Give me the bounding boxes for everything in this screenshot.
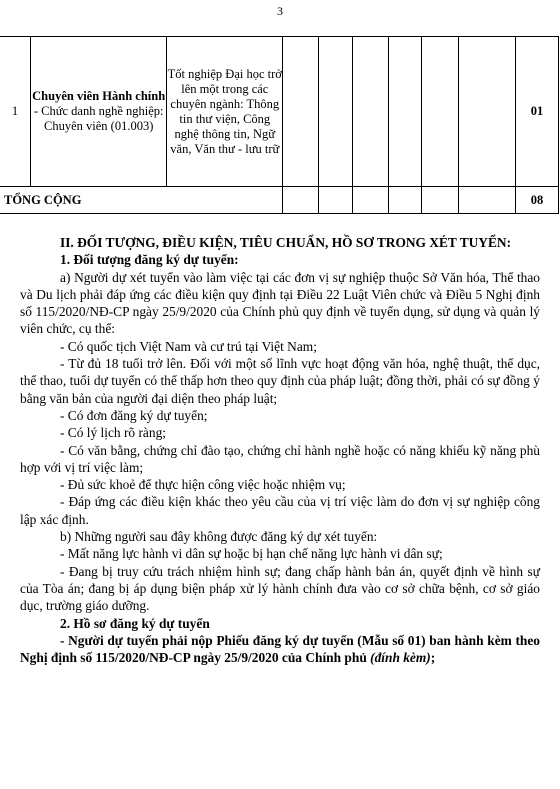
list-item: - Có đơn đăng ký dự tuyển; [60,407,208,423]
subsection-heading-1: 1. Đối tượng đăng ký dự tuyển: [60,252,239,268]
total-label: TỔNG CỘNG [0,187,283,214]
list-item: - Có văn bằng, chứng chỉ đào tạo, chứng chỉ hành nghề hoặc có năng khiếu kỹ năng phù hợp với vị trí việc làm; [20,442,540,475]
recruitment-table [0,36,559,214]
body-text [20,234,540,666]
table-row [0,37,559,187]
requirement-cell: Tốt nghiệp Đại học trở lên một trong các chuyên ngành: Thông tin thư viện, Công nghệ thông tin, Ngữ văn, Văn thư - lưu trữ [167,37,283,187]
empty-cell [318,37,352,187]
attached-note: (đính kèm) [370,650,431,666]
paragraph-c-end: ; [430,650,436,666]
total-quantity: 08 [516,187,559,214]
row-index: 1 [0,37,30,187]
empty-cell [318,187,352,214]
list-item: - Từ đủ 18 tuổi trở lên. Đối với một số lĩnh vực hoạt động văn hóa, nghệ thuật, thể dục, thể thao, tuổi dự tuyển có thể thấp hơn theo quy định của pháp luật; đồng thời, phải có sự đồng ý bằng văn bản của người đại diện theo pháp luật; [20,356,540,406]
position-subtitle: - Chức danh nghề nghiệp: Chuyên viên (01.003) [33,104,164,133]
position-cell [30,37,167,187]
empty-cell [422,187,459,214]
paragraph-c-text: - Người dự tuyển phải nộp Phiếu đăng ký dự tuyển (Mẫu số 01) ban hành kèm theo Nghị định số 115/2020/NĐ-CP ngày 25/9/2020 của Chính phủ [20,632,540,666]
quantity-cell: 01 [516,37,559,187]
subsection-heading-2: 2. Hồ sơ đăng ký dự tuyển [60,615,210,631]
empty-cell [422,37,459,187]
empty-cell [388,37,422,187]
list-item: - Mất năng lực hành vi dân sự hoặc bị hạn chế năng lực hành vi dân sự; [60,546,443,562]
paragraph-c [20,632,540,667]
empty-cell [283,187,319,214]
list-item: - Đang bị truy cứu trách nhiệm hình sự; đang chấp hành bản án, quyết định về hình sự của Tòa án; đang bị áp dụng biện pháp xử lý hành chính đưa vào cơ sở chữa bệnh, cơ sở giáo dục, trường giáo dưỡng. [20,563,540,614]
list-item: - Đủ sức khoẻ để thực hiện công việc hoặc nhiệm vụ; [60,477,346,493]
paragraph-b: b) Những người sau đây không được đăng ký dự xét tuyển: [60,529,378,545]
paragraph-a: a) Người dự xét tuyển vào làm việc tại các đơn vị sự nghiệp thuộc Sở Văn hóa, Thể thao và Du lịch phải đáp ứng các điều kiện quy định tại Điều 22 Luật Viên chức và Điều 5 Nghị định số 115/2020/NĐ-CP ngày 25/9/2020 của Chính phủ quy định về tuyển dụng, sử dụng và quản lý viên chức, cụ thể: [20,269,540,337]
empty-cell [352,37,388,187]
list-item: - Có lý lịch rõ ràng; [60,425,166,441]
empty-cell [283,37,319,187]
list-item: - Có quốc tịch Việt Nam và cư trú tại Việt Nam; [60,338,317,354]
empty-cell [459,37,516,187]
list-item: - Đáp ứng các điều kiện khác theo yêu cầu của vị trí việc làm do đơn vị sự nghiệp công lập xác định. [20,494,540,527]
section-heading: II. ĐỐI TƯỢNG, ĐIỀU KIỆN, TIÊU CHUẨN, HỒ SƠ TRONG XÉT TUYỂN: [60,235,512,250]
page-number: 3 [277,4,283,18]
total-row [0,187,559,214]
empty-cell [388,187,422,214]
empty-cell [459,187,516,214]
position-title: Chuyên viên Hành chính [32,89,166,103]
empty-cell [352,187,388,214]
